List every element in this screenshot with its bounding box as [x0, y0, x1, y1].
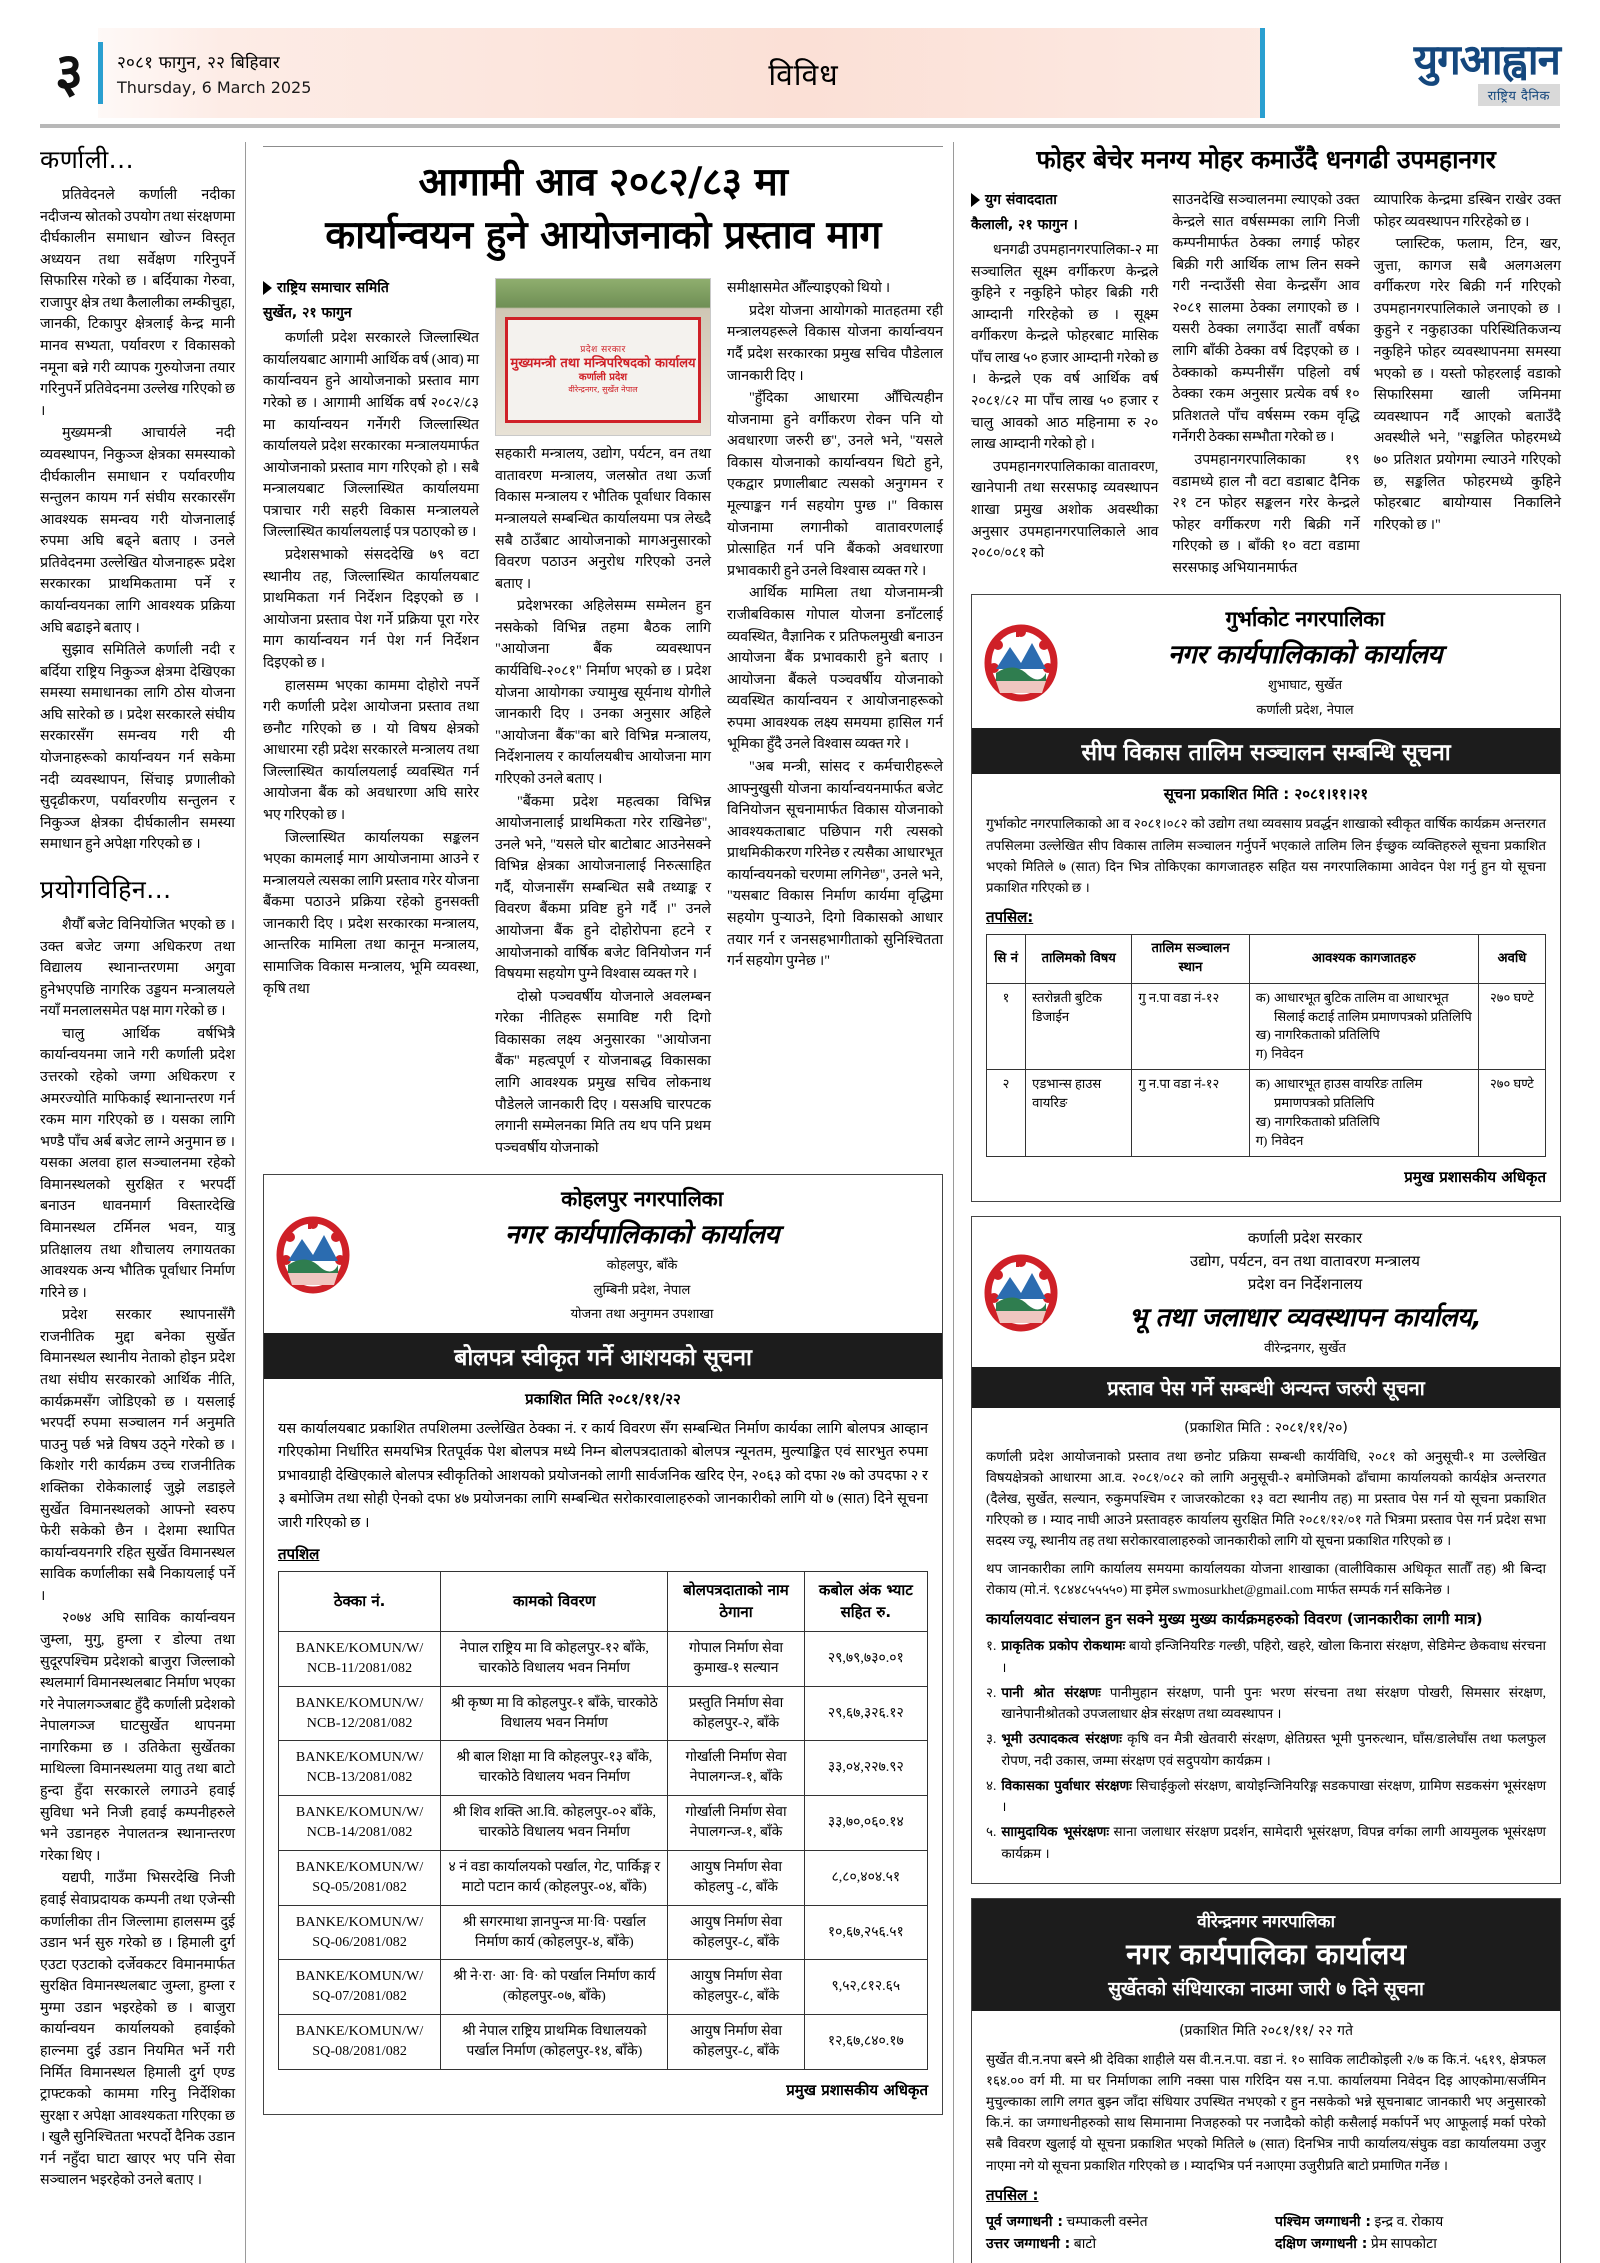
bhumi-notice-bar: प्रस्ताव पेस गर्ने सम्बन्धी अन्यन्त जरुरी सूचना — [972, 1367, 1560, 1408]
cell-bidder: आयुष निर्माण सेवा कोहलपुर-८, बाँके — [668, 1960, 804, 2015]
nepal-emblem-icon — [984, 1253, 1058, 1333]
kohalpur-signoff: प्रमुख प्रशासकीय अधिकृत — [786, 2080, 928, 2099]
th-subject: तालिमको विषय — [1026, 935, 1132, 984]
list-rest: सिचाईकुलो संरक्षण, बायोइन्जिनियरिङ्ग सडकपाखा संरक्षण, ग्रामिण सडकसंग भूसंरक्षण । — [1001, 1777, 1547, 1815]
article-photo — [495, 278, 711, 436]
right-article-body — [971, 190, 1561, 580]
list-number: १. — [986, 1637, 997, 1653]
bhumi-ministry: उद्योग, पर्यटन, वन तथा वातावरण मन्त्रालय — [1189, 1251, 1421, 1270]
kohalpur-title2: नगर कार्यपालिकाको कार्यालय — [504, 1220, 780, 1251]
kohalpur-addr1: कोहलपुर, बाँके — [606, 1258, 678, 1274]
bhumi-para1: कर्णाली प्रदेश आयोजनाको प्रस्ताव तथा छनोट प्रक्रिया सम्बन्धी कार्यविधि, २०८१ को अनुसूची-१ मा उल्लेखित विषयक्षेत्रको आधारमा आ.व. २०८१/०८२ को लागि अनुसूची-२ बमोजिमको ढाँचामा कार्यालयको कार्यक्षेत्र अन्तरगत (दैलेख, सुर्खेत, सल्यान, रुकुमपश्चिम र जाजरकोटका १३ वटा स्थानीय तह) मा प्रस्ताव पेस गर्न यो सूचना प्रकाशित गरिएको छ । म्याद नाघी आउने प्रस्तावहरु कार्यालय सुरक्षित मिति २०८१/१२/०१ गते भित्रमा प्रस्ताव पेस गर्न प्रदेश सभा सदस्य ज्यू, स्थानीय तह तथा सरोकारवालाहरुको जानकारीको लागि यो सूचना प्रकाशित गरिएको छ । — [986, 1448, 1546, 1549]
list-bold: साामुदायिक भूसंरक्षणः — [1001, 1825, 1110, 1841]
table-row — [279, 1741, 928, 1796]
signboard-line4: वीरेन्द्रनगर, सुर्खेत नेपाल — [568, 384, 638, 394]
doc-key: ग) — [1255, 1132, 1268, 1148]
th-work-desc: कामको विवरण — [441, 1572, 668, 1632]
newspaper-page — [0, 28, 1600, 2263]
masthead — [40, 28, 1560, 118]
cell-contract: BANKE/KOMUN/W/ NCB-13/2081/082 — [279, 1741, 441, 1796]
masthead-date — [117, 28, 347, 118]
left-block-prayogvihin — [40, 872, 235, 2192]
gurbhakot-addr2: कर्णाली प्रदेश, नेपाल — [1256, 702, 1354, 718]
main-headline-line1: आगामी आव २०८२/८३ मा — [418, 160, 788, 205]
kicker-karnali: कर्णाली... — [40, 145, 135, 174]
list-text — [1001, 1636, 1546, 1679]
doc-text: निवेदन — [1271, 1132, 1304, 1148]
main-headline — [263, 157, 943, 262]
cell-duration: २७० घण्टे — [1478, 983, 1545, 1069]
bhumi-notice-titles — [1062, 1227, 1548, 1359]
cell-amount: १०,६७,२५६.५१ — [804, 1905, 927, 1960]
signboard-line1: प्रदेश सरकार — [580, 344, 626, 355]
main-article-col3 — [727, 278, 943, 1160]
boundary-north-value: बाटो — [1073, 2236, 1097, 2252]
brand-name: युगआह्वान — [1413, 35, 1560, 85]
column-separator — [953, 142, 961, 2263]
cell-amount: ३३,७०,०६०.१४ — [804, 1796, 927, 1851]
paragraph: समीक्षासमेत औँल्याइएको थियो । — [727, 280, 891, 297]
kohalpur-addr2: लुम्बिनी प्रदेश, नेपाल — [593, 1282, 691, 1298]
gurbhakot-addr1: शुभाघाट, सुर्खेत — [1267, 678, 1343, 694]
cell-work: ४ नं वडा कार्यालयको पर्खाल, गेट, पार्किङ्ग र माटो पटान कार्य (कोहलपुर-०४, बाँके) — [441, 1850, 668, 1905]
birendranagar-tapasil-label: तपसिल : — [986, 2185, 1039, 2204]
headline-rule — [263, 146, 943, 147]
cell-contract: BANKE/KOMUN/W/ NCB-14/2081/082 — [279, 1796, 441, 1851]
doc-text: नागरिकताको प्रतिलिपि — [1274, 1027, 1380, 1043]
byline-place: सुर्खेत, २१ फागुन — [263, 305, 352, 322]
cell-contract: BANKE/KOMUN/W/ NCB-12/2081/082 — [279, 1686, 441, 1741]
cell-contract: BANKE/KOMUN/W/ NCB-11/2081/082 — [279, 1631, 441, 1686]
kohalpur-tapasil-label: तपशिल — [278, 1545, 320, 1564]
date-english: Thursday, 6 March 2025 — [117, 77, 312, 97]
list-number: ४. — [986, 1777, 997, 1793]
cell-contract: BANKE/KOMUN/W/ SQ-08/2081/082 — [279, 2015, 441, 2070]
date-nepali: २०८१ फागुन, २२ बिहिवार — [117, 52, 280, 73]
kohalpur-notice-header — [264, 1175, 942, 1333]
cell-bidder: आयुष निर्माण सेवा कोहलपुर-८, बाँके — [668, 1905, 804, 1960]
right-column — [961, 142, 1561, 2263]
th-duration: अवधि — [1478, 935, 1545, 984]
doc-key: क) — [1255, 989, 1271, 1005]
kohalpur-body-text: यस कार्यालयबाट प्रकाशित तपशिलमा उल्लेखित ठेक्का नं. र कार्य विवरण सँग सम्बन्धित निर्माण कार्यका लागि बोलपत्र आव्हान गरिएकोमा निर्धारित समयभित्र रितपूर्वक पेश बोलपत्र मध्ये निम्न बोलपत्रदाताको बोलपत्र न्यूनतम, मुल्याङ्कित एवं सारभुत रुपमा प्रभावग्राही देखिएकाले बोलपत्र स्वीकृतिको आशयको प्रयोजनको लागी सार्वजनिक खरिद ऐन, २०६३ को दफा २७ को उपदफा २ र ३ बमोजिम तथा सोही ऐनको दफा ४७ प्रयोजनका लागि सम्बन्धित सरोकारवालाहरुको जानकारीको लागि यो ७ (सात) दिने सूचना जारी गरिएको छ । — [278, 1420, 928, 1531]
right-article-headline: फोहर बेचेर मनग्य मोहर कमाउँदै धनगढी उपमहानगर — [1036, 145, 1496, 174]
paragraph: साउनदेखि सञ्चालनमा ल्याएको उक्त केन्द्रले सात वर्षसम्मका लागि निजी कम्पनीमार्फत ठेक्का लगाई फोहर बिक्री गरी आर्थिक लाभ लिन सक्ने गरी नन्दाउँसी सेवा केन्द्रसँग आव २०८१ सालमा ठेक्का लगाएको छ । यसरी ठेक्का लगाउँदा सातौँ वर्षका लागि बाँकी ठेक्का वर्ष दिइएको छ । ठेक्काको कम्पनीसँग पहिलो वर्ष ठेक्का रकम अनुसार प्रत्येक वर्ष १० प्रतिशतले पाँच वर्षसम्म रकम वृद्धि गर्नेगरी ठेक्का सम्भौता गरेको छ । — [1172, 192, 1360, 446]
list-text — [1001, 1683, 1546, 1726]
cell-bidder: गोर्खाली निर्माण सेवा नेपालगन्ज-१, बाँके — [668, 1741, 804, 1796]
kohalpur-notice-titles — [354, 1185, 930, 1325]
birendranagar-notice — [971, 1898, 1561, 2263]
boundary-south — [1275, 2234, 1546, 2253]
paragraph: प्रदेशसभाको संसददेखि ७९ वटा स्थानीय तह, जिल्लास्थित कार्यालयबाट प्राथमिकता गर्न निर्देशन दिइएको छ । आयोजना प्रस्ताव पेश गर्ने प्रक्रिया पूरा गरेर माग कार्यान्वयन गर्न पेश गर्न निर्देशन दिइएको छ । — [263, 547, 479, 671]
cell-amount: ९,५२,८१२.६५ — [804, 1960, 927, 2015]
cell-contract: BANKE/KOMUN/W/ SQ-05/2081/082 — [279, 1850, 441, 1905]
cell-amount: १२,६७,८४०.१७ — [804, 2015, 927, 2070]
table-row — [279, 2015, 928, 2070]
column-separator — [245, 142, 253, 2263]
gurbhakot-notice-titles — [1062, 605, 1548, 720]
paragraph: प्रदेश योजना आयोगको मातहतमा रही मन्त्रालयहरूले विकास योजना कार्यान्वयन गर्दै प्रदेश सरकारका प्रमुख सचिव पौडेलाल जानकारी दिए । — [727, 302, 943, 384]
page-number: ३ — [40, 28, 98, 118]
table-header-row — [987, 935, 1546, 984]
list-number: ५. — [986, 1824, 997, 1840]
page-grid — [40, 142, 1561, 2252]
section-title: विविध — [768, 57, 839, 93]
paragraph: चालु आर्थिक वर्षभित्रै कार्यान्वयनमा जाने गरी कर्णाली प्रदेश उत्तरको रहेको जग्गा अधिकरण र अमरज्योति माफिकाई स्थानान्तरण गर्न रकम माग गरिएको छ । यसका लागि भण्डै पाँच अर्ब बजेट लाग्ने अनुमान छ । यसका अलवा हाल सञ्चालनमा रहेको विमानस्थलको सुरक्षित र भरपर्दी बनाउन धावनमार्ग विस्तारदेखि विमानस्थल टर्मिनल भवन, यात्रु प्रतिक्षालय तथा शौचालय लगायतका आवश्यक अन्य भौतिक पूर्वाधार निर्माण गरिने छ । — [40, 1025, 235, 1301]
boundary-east-label: पूर्व जग्गाधनी : — [986, 2213, 1063, 2230]
cell-amount: ३३,०४,२२७.९२ — [804, 1741, 927, 1796]
list-bold: भूमी उत्पादकत्व संरक्षणः — [1001, 1732, 1122, 1748]
list-rest: बायो इन्जिनियरिङ गल्छी, पहिरो, खहरे, खोला किनारा संरक्षण, सेडिमेन्ट छेकवाध संरचना । — [1001, 1637, 1546, 1675]
right-article-col3 — [1374, 190, 1561, 580]
paragraph: व्यापारिक केन्द्रमा डस्बिन राखेर उक्त फोहर व्यवस्थापन गरिरहेको छ । — [1373, 192, 1561, 230]
birendranagar-title1: वीरेन्द्रनगर नगरपालिका — [1197, 1911, 1335, 1932]
doc-item — [1256, 1075, 1472, 1113]
list-rest: साना जलाधार संरक्षण प्रदर्शन, सामेदारी भूसंरक्षण, विपन्न वर्गका लागी आयमुलक भूसंरक्षण कार्यक्रम । — [1001, 1824, 1546, 1861]
paragraph: आर्थिक मामिला तथा योजनामन्त्री राजीबविकास गोपाल योजना डनाँटलाई व्यवस्थित, वैज्ञानिक र प्रतिफलमुखी बनाउन आयोजना बैंक प्रभावकारी हुने बताए । आयोजना बैंकले पञ्चवर्षीय योजनाको व्यवस्थित कार्यान्वयन र आयोजनाहरूको रुपमा आवश्यक लक्ष्य समयमा हासिल गर्न भूमिका हुँदै उनले विश्वास व्यक्त गरे । — [727, 585, 943, 753]
paragraph: हालसम्म भएका काममा दोहोरो नपर्ने गरी कर्णाली प्रदेश आयोजना प्रस्ताव तथा छनौट गरिएको छ । यो विषय क्षेत्रको आधारमा रही प्रदेश सरकारले मन्त्रालय तथा जिल्लास्थित कार्यालयलाई व्यवस्थित गर्न आयोजना बैंक को अवधारणा अघि सारेर भए गरिएको छ । — [263, 677, 479, 823]
cell-work: श्री सगरमाथा ज्ञानपुन्ज मा·वि· पर्खाल निर्माण कार्य (कोहलपुर-४, बाँके) — [441, 1905, 668, 1960]
birendranagar-body-text: सुर्खेत वी.न.नपा बस्ने श्री देविका शाहीले यस वी.न.न.पा. वडा नं. १० साविक लाटीकोइली २/७ क कि.नं. ५६१९, क्षेत्रफल १६४.०० वर्ग मी. मा घर निर्माणका लागि नक्सा पास गरिदिन यस न.पा. कार्यालयमा निवेदन दिइ आएकोमा/सर्जमिन मुचुल्काका लागि लगत बुझ्न जाँदा संधियार उपस्थित नभएकाे र हुन नसकेकाे भन्ने सूचनाबाट जानकारी भए अनुसारको कि.नं. का जग्गाधनीहरुको साथ सिमानामा निजहरुको पर नजादैको कोही कसैलाई मर्कापर्ने भए आफूलाई मर्का परेको सबै विवरण खुलाई यो सूचना प्रकाशित भएको मितिले ७ (सात) दिनभित्र नापी कार्यालय/संघुक वडा कार्यालयमा उजुर नाएमा नगे यो सूचना प्रकाशित गरिएको छ । म्यादभित्र पर्न नआएमा उजुरीप्रति बाटो प्रमाणित गर्नेछ । — [986, 2051, 1546, 2173]
kicker-prayogvihin: प्रयोगविहिन... — [40, 874, 172, 904]
cell-contract: BANKE/KOMUN/W/ SQ-07/2081/082 — [279, 1960, 441, 2015]
th-docs: आवश्यक कागजातहरु — [1249, 935, 1478, 984]
table-row — [279, 1960, 928, 2015]
doc-key: ग) — [1255, 1046, 1268, 1062]
doc-item — [1256, 1113, 1472, 1132]
cell-work: श्री नेपाल राष्ट्रिय प्राथमिक विधालयको पर्खाल निर्माण (कोहलपुर-१४, बाँके) — [441, 2015, 668, 2070]
paragraph: सुझाव समितिले कर्णाली नदी र बर्दिया राष्ट्रिय निकुञ्ज क्षेत्रमा देखिएका समस्या समाधानका लागि ठोस योजना अघि सारेको छ । प्रदेश सरकारले संघीय सरकारसँग समन्वय गरी यी योजनाहरूको कार्यान्वयन गर्न सकेमा नदी व्यवस्थापन, सिंचाइ प्रणालीको सुदृढीकरण, पर्यावरणीय सन्तुलन र निकुञ्ज क्षेत्रका दीर्घकालीन समस्या समाधान हुने अपेक्षा गरिएको छ । — [40, 642, 235, 853]
right-article-col1 — [971, 190, 1158, 580]
cell-work: नेपाल राष्ट्रिय मा वि कोहलपुर-१२ बाँके, चारकोठे विधालय भवन निर्माण — [441, 1631, 668, 1686]
paragraph: धनगढी उपमहानगरपालिका-२ मा सञ्चालित सूक्ष्म वर्गीकरण केन्द्रले कुहिने र नकुहिने फोहर बिक्री गरी आम्दानी गरिरहेको छ । सूक्ष्म वर्गीकरण केन्द्रले फोहरबाट मासिक पाँच लाख ५० हजार आम्दानी गरेको छ । केन्द्रले एक वर्ष आर्थिक वर्ष २०८१/८२ मा पाँच लाख ५० हजार र चालु आवको आठ महिनामा रु २० लाख आम्दानी गरेको हो । — [971, 242, 1159, 453]
list-bold: प्राकृतिक प्रकोप रोकथामः — [1001, 1638, 1126, 1654]
table-row — [987, 983, 1546, 1069]
cell-place: गु न.पा वडा नं-१२ — [1132, 1070, 1249, 1156]
boundary-south-label: दक्षिण जग्गाधनी : — [1275, 2235, 1368, 2252]
paragraph: यद्यपी, गाउँमा भिसरदेखि निजी हवाई सेवाप्रदायक कम्पनी तथा एजेन्सी कर्णालीका तीन जिल्लामा हालसम्म दुई उडान भर्न सुरु गरेको छ । हिमाली दुर्ग एउटा एउटाको दर्जेवकटर विमानमार्फत सुरक्षित विमानस्थलबाट जुम्ला, हुम्ला र मुग्मा उडान भइरहेको छ । बाजुरा कार्यान्वयन कार्यालयको हवाईको हाल्नमा दुई उडान नियमित भर्ने गरी निर्मित विमानस्थल हिमाली दुर्ग एण्ड ट्राफ्टकको काममा गरिनु निर्देशिका सुरक्षा र अपेक्षा आवश्यकता गरिएका छ । खुलै सुनिश्चितता भरपर्दो दैनिक उडान गर्न नहुँदा घाटा खाएर भए पनि सेवा सञ्चालन भइरहेको उनले बताए । — [40, 1870, 235, 2189]
doc-item — [1256, 1026, 1472, 1045]
paragraph: "अब मन्त्री, सांसद र कर्मचारीहरूले आफ्नुखुसी योजना कार्यान्वयनमार्फत बजेट विनियोजन सूचनामार्फत विकास योजनाको आवश्यकताबाट पछिपान गरी त्यसको प्राथमिकीकरण गरिनेछ र त्यसैका आधारभूत कार्यान्वयनको चरणमा लगिनेछ", उनले भने, "यसबाट विकास निर्माण कार्यमा वृद्धिमा सहयोग पुऱ्याउने, दिगो विकासको आधार तयार गर्न र जनसहभागीताको सुनिश्चितता गर्न सहयोग पुग्नेछ ।" — [727, 759, 943, 970]
gurbhakot-notice-bar: सीप विकास तालिम सञ्चालन सम्बन्धि सूचना — [972, 728, 1560, 774]
nepal-emblem-icon — [984, 623, 1058, 703]
birendranagar-pubdate: (प्रकाशित मिति २०८१/११/ २२ गते — [1179, 2022, 1353, 2039]
gurbhakot-title1: गुर्भाकोट नगरपालिका — [1225, 607, 1385, 632]
paragraph: "बैंकमा प्रदेश महत्वका विभिन्न आयोजनालाई प्राथमिकता गरेर राखिनेछ", उनले भने, "यसले घोर बाटोबाट आउनेसक्ने विभिन्न क्षेत्रका आयोजनालाई निरुत्साहित गर्दै, योजनासँग सम्बन्धित सबै तथ्याङ्क र विवरण बैंकमा प्रविष्ट हुने गर्दै ।" उनले आयोजना बैंक हुने दोहोरोपना हटने र आयोजनाको वार्षिक बजेट विनियोजन गर्न विषयमा सहयोग पुग्ने विश्वास व्यक्त गरे । — [495, 793, 711, 983]
list-text — [1001, 1822, 1546, 1865]
bhumi-gov: कर्णाली प्रदेश सरकार — [1247, 1228, 1363, 1247]
paragraph: शैयौँ बजेट विनियोजित भएको छ । उक्त बजेट जग्गा अधिकरण तथा विद्यालय स्थानान्तरणमा अगुवा हुनेभएपछि नागरिक उड्डयन मन्त्रालयले नयाँ मनलालसमेत पक्ष माग गरेको छ । — [40, 916, 235, 1020]
doc-item — [1256, 1045, 1472, 1064]
right-byline-agency-row — [971, 190, 1158, 209]
list-rest: पानीमुहान संरक्षण, पानी पुनः भरण संरचना तथा संरक्षण पोखरी, सिमसार संरक्षण, खानेपानीश्रोतको उपजलाधार क्षेत्र संरक्षण तथा व्यवस्थापन । — [1001, 1684, 1546, 1722]
bhumi-jaladhar-notice — [971, 1216, 1561, 1884]
doc-item — [1256, 989, 1472, 1027]
bhumi-para2: थप जानकारीका लागि कार्यालय समयमा कार्यालयका योजना शाखाका (वालीविकास अधिकृत सातौँ तह) श्री बिन्दा रोकाय (मो.नं. ९८४४८५५५५०) मा इमेल swmosurkhet@gmail.com मार्फत सम्पर्क गर्न सकिनेछ । — [986, 1560, 1546, 1597]
list-bold: पानी श्रोत संरक्षणः — [1001, 1685, 1101, 1701]
cell-bidder: आयुष निर्माण सेवा कोहलपुर-८, बाँके — [668, 2015, 804, 2070]
kohalpur-notice-body — [264, 1379, 942, 2114]
kohalpur-addr3: योजना तथा अनुगमन उपशाखा — [570, 1307, 714, 1323]
doc-text: नागरिकताको प्रतिलिपि — [1274, 1113, 1380, 1129]
birendranagar-title2: नगर कार्यपालिका कार्यालय — [1126, 1936, 1406, 1971]
kohalpur-notice — [263, 1174, 943, 2115]
byline-place-row — [263, 303, 479, 322]
paragraph: दोस्रो पञ्चवर्षीय योजनाले अवलम्बन गरेका नीतिहरू समाविष्ट गरी दिगो विकासका लक्ष्य अनुसारका "आयोजना बैंक" महत्वपूर्ण र योजनाबद्ध विकासका लागि आवश्यक प्रमुख सचिव लोकनाथ पौडेलले जानकारी दिए । यसअघि चारपटक लगानी सम्मेलनका मिति तय थप पनि प्रथम पञ्चवर्षीय योजनाको — [495, 988, 711, 1156]
doc-text: आधारभूत बुटिक तालिम वा आधारभूत सिलाई कटाई तालिम प्रमाणपत्रको प्रतिलिपि — [1274, 989, 1472, 1024]
cell-bidder: गोर्खाली निर्माण सेवा नेपालगन्ज-१, बाँके — [668, 1796, 804, 1851]
bhumi-pubdate: (प्रकाशित मिति : २०८१/११/२०) — [1184, 1419, 1348, 1436]
left-block-karnali — [40, 142, 235, 856]
list-number: २. — [986, 1684, 997, 1700]
paragraph: प्लास्टिक, फलाम, टिन, खर, जुत्ता, कागज सबै अलगअलग वर्गीकरण गरेर बिक्री गर्न गरिएको उपमहानगरपालिकाले जनाएको छ । कुहुने र नकुहाउका परिस्थितिकजन्य नकुहिने फोहर व्यवस्थापनमा समस्या भएको छ । यस्तो फोहरलाई वडाको सिफारिसमा खाली जमिनमा व्यवस्थापन गर्दै आएको बताउँदै अवस्थीले भने, "सङ्कलित फोहरमध्ये ७० प्रतिशत प्रयोगमा ल्याउने गरिएको छ, सङ्कलित फोहरमध्ये कुहिने फोहरबाट बायोग्यास निकालिने गरिएको छ ।" — [1373, 236, 1561, 533]
table-row — [279, 1796, 928, 1851]
list-bold: विकासका पुर्वाधार संरक्षणः — [1001, 1778, 1132, 1794]
cell-work: श्री शिव शक्ति आ.वि. कोहलपुर-०२ बाँके, चारकोठे विधालय भवन निर्माण — [441, 1796, 668, 1851]
cell-subject: एडभान्स हाउस वायरिङ — [1026, 1070, 1132, 1156]
triangle-bullet-icon — [263, 281, 272, 295]
signboard-line2: मुख्यमन्त्री तथा मन्त्रिपरिषदको कार्यालय — [510, 356, 696, 372]
bhumi-directorate: प्रदेश वन निर्देशनालय — [1247, 1275, 1363, 1294]
bhumi-addr: वीरेन्द्रनगर, सुर्खेत — [1264, 1341, 1346, 1357]
doc-text: आधारभूत हाउस वायरिङ तालिम प्रमाणपत्रको प्रतिलिपि — [1274, 1076, 1423, 1110]
doc-key: ख) — [1255, 1113, 1271, 1129]
kohalpur-pubdate: प्रकाशित मिति २०८१/११/२२ — [525, 1389, 681, 1408]
gurbhakot-table-body — [987, 983, 1546, 1156]
gurbhakot-notice — [971, 594, 1561, 1201]
boundary-north — [986, 2234, 1257, 2253]
cell-bidder: गोपाल निर्माण सेवा कुमाख-१ सल्यान — [668, 1631, 804, 1686]
list-item — [986, 1822, 1546, 1865]
doc-text: निवेदन — [1271, 1046, 1304, 1062]
masthead-divider-rule — [98, 42, 103, 104]
cell-work: श्री कृष्ण मा वि कोहलपुर-१ बाँके, चारकोठे विधालय भवन निर्माण — [441, 1686, 668, 1741]
cell-place: गु न.पा वडा नं-१२ — [1132, 983, 1249, 1069]
bhumi-notice-header — [972, 1217, 1560, 1367]
cell-work: श्री बाल शिक्षा मा वि कोहलपुर-१३ बाँके, चारकोठे विधालय भवन निर्माण — [441, 1741, 668, 1796]
th-place: तालिम सञ्चालन स्थान — [1132, 935, 1249, 984]
gurbhakot-tapasil-label: तपसिल: — [986, 908, 1034, 927]
main-article-body — [263, 278, 943, 1160]
main-headline-line2: कार्यान्वयन हुने आयोजनाको प्रस्ताव माग — [325, 212, 881, 258]
boundary-east-value: चम्पाकली वस्नेत — [1066, 2214, 1148, 2230]
right-byline-agency: युग संवाददाता — [985, 192, 1057, 208]
bhumi-notice-body — [972, 1408, 1560, 1883]
table-row — [279, 1850, 928, 1905]
table-row — [987, 1070, 1546, 1156]
list-text — [1001, 1729, 1546, 1772]
paragraph: प्रतिवेदनले कर्णाली नदीका नदीजन्य स्रोतको उपयोग तथा संरक्षणमा दीर्घकालीन समाधान खोज्न विस्तृत अध्ययन तथा सर्वेक्षण गरिनुपर्ने सिफारिस गरेको छ । बर्दियाका गेरुवा, राजापुर क्षेत्र तथा कैलालीका लम्कीचुहा, जानकी, टिकापुर क्षेत्रलाई केन्द्र मानी मानव सभ्यता, पर्यावरण र विकासको नमूना बन्ने गरी व्यापक गुरुयोजना तयार गरिनुपर्ने प्रतिवेदनमा उल्लेख गरिएको छ । — [40, 187, 235, 419]
list-item — [986, 1683, 1546, 1726]
paragraph: प्रदेश सरकार स्थापनासँगै राजनीतिक मुद्दा बनेका सुर्खेत विमानस्थल स्थानीय नेताको होइन प्रदेश तथा संघीय सरकारको आर्थिक नीति, कार्यक्रमसँग जोडिएको छ । यसलाई भरपर्दी रुपमा सञ्चालन गर्न अनुमति पाउनु पर्छ भन्ने विषय उठ्ने गरेको छ । किशोर गरी कार्यक्रम उच्च राजनीतिक शक्तिका रोकेकालाई जुझे लडाइले सुर्खेत विमानस्थलको आफ्नो स्वरुप फेरी सकेको छैन । देशमा स्थापित कार्यान्वयनगरि रहित सुर्खेत विमानस्थल साविक कर्णालीका सबै निकायलाई पर्ने । — [40, 1307, 235, 1604]
boundary-north-label: उत्तर जग्गाधनी : — [986, 2235, 1071, 2252]
cell-work: श्री ने·रा· आ· वि· को पर्खाल निर्माण कार्य (कोहलपुर-०७, बाँके) — [441, 1960, 668, 2015]
boundary-east — [986, 2212, 1257, 2231]
kohalpur-notice-bar: बोलपत्र स्वीकृत गर्ने आशयको सूचना — [264, 1333, 942, 1379]
left-column — [40, 142, 245, 2263]
list-rest: कृषि वन मैत्री खेतवारी संरक्षण, क्षेतिग्रस्त भूमी पुनरुत्थान, घाँस/डालेघाँस तथा फलफुल रोपण, नदी उकास, जम्मा संरक्षण एवं सदुपयोग कार्यक्रम । — [1001, 1731, 1546, 1768]
main-article-col2 — [495, 278, 711, 1160]
bhumi-list-title: कार्यालयवाट संचालन हुन सक्ने मुख्य मुख्य कार्यक्रमहरुको विवरण (जानकारीका लागी मात्र) — [986, 1609, 1483, 1628]
th-contract-no: ठेक्का नं. — [279, 1572, 441, 1632]
list-item — [986, 1636, 1546, 1679]
kohalpur-bid-table — [278, 1571, 928, 2070]
cell-bidder: आयुष निर्माण सेवा कोहलपु -८, बाँके — [668, 1850, 804, 1905]
gurbhakot-title2: नगर कार्यपालिकाको कार्यालय — [1167, 640, 1443, 671]
paragraph: उपमहानगरपालिकाका १९ वडामध्ये हाल नौ वटा वडाबाट दैनिक २१ टन फोहर सङ्कलन गरेर केन्द्रले फोहर वर्गीकरण गरी बिक्री गर्ने गरिएको छ । बाँकी १० वटा वडामा सरसफाइ अभियानमार्फत — [1172, 451, 1360, 576]
table-header-row — [279, 1572, 928, 1632]
byline-agency: राष्ट्रिय समाचार समिति — [277, 280, 389, 297]
brand-tagline: राष्ट्रिय दैनिक — [1478, 84, 1560, 106]
paragraph: सहकारी मन्त्रालय, उद्योग, पर्यटन, वन तथा वातावरण मन्त्रालय, जलस्रोत तथा ऊर्जा विकास मन्त्रालय र भौतिक पूर्वाधार विकास मन्त्रालयले सम्बन्धित कार्यालयमा पत्र लेख्दै सबै ठाउँबाट आयोजनाको मागअनुसारको विवरण पठाउन अनुरोध गरिएको उनले बताए । — [495, 446, 711, 592]
bhumi-program-list — [986, 1636, 1546, 1865]
birendranagar-notice-body — [972, 2011, 1560, 2263]
right-article-col2 — [1172, 190, 1359, 580]
table-row — [279, 1686, 928, 1741]
birendranagar-title3: सुर्खेतको संधियारका नाउमा जारी ७ दिने सूचना — [1108, 1977, 1424, 2000]
triangle-bullet-icon — [971, 193, 980, 207]
gurbhakot-notice-header — [972, 595, 1560, 728]
doc-key: ख) — [1255, 1027, 1271, 1043]
paragraph: २०७४ अघि साविक कार्यान्वयन जुम्ला, मुगु, हुम्ला र डोल्पा तथा सुदूरपश्चिम प्रदेशको बाजुरा जिल्लाको स्थलमार्ग विमानस्थलबाट निर्माण भएका गरे नेपालगञ्जबाट हुँदै कर्णाली प्रदेशको नेपालगञ्ज घाटसुर्खेत थापनमा नागरिकमा छ । उतिकेता सुर्खेतका माथिल्ला विमानस्थलमा यातु तथा बाटो हुन्दा हुँदा सरकारले लगाउने हवाई सुविधा भने निजी हवाई कम्पनीहरुले भने उडानहरु नेपालतन्त्र स्थानान्तरण गरेका थिए । — [40, 1610, 235, 1864]
paragraph: उपमहानगरपालिकाका वातावरण, खानेपानी तथा सरसफाइ व्यवस्थापन शाखा प्रमुख अशोक अवस्थीका अनुसार उपमहानगरपालिकाले आव २०८०/०८१ को — [971, 458, 1159, 562]
center-column — [253, 142, 953, 2263]
boundary-west — [1275, 2212, 1546, 2231]
table-row — [279, 1631, 928, 1686]
th-sn: सि नं — [987, 935, 1026, 984]
paragraph: जिल्लास्थित कार्यालयका सङ्कलन भएका कामलाई माग आयोजनामा आउने र मन्त्रालयले त्यसका लागि प्रस्ताव गरेर योजना बैंकमा पठाउने प्रक्रिया रहेको हुनसक्ती जानकारी दिए । प्रदेश सरकारका मन्त्रालय, आन्तरिक मामिला तथा कानून मन्त्रालय, सामाजिक विकास मन्त्रालय, भूमि व्यवस्था, कृषि तथा — [263, 829, 479, 997]
cell-contract: BANKE/KOMUN/W/ SQ-06/2081/082 — [279, 1905, 441, 1960]
gurbhakot-notice-body — [972, 774, 1560, 1200]
cell-bidder: प्रस्तुति निर्माण सेवा कोहलपुर-२, बाँके — [668, 1686, 804, 1741]
paragraph: कर्णाली प्रदेश सरकारले जिल्लास्थित कार्यालयबाट आगामी आर्थिक वर्ष (आव) मा कार्यान्वयन हुने आयोजनाको प्रस्ताव माग गरेको छ । आगामी आर्थिक वर्ष २०८२/८३ मा कार्यान्वयन गर्नेगरी जिल्लास्थित कार्यालयले प्रदेश सरकारका मन्त्रालयमार्फत आयोजनाको प्रस्ताव माग गरिएको हो । सबै मन्त्रालयबाट जिल्लास्थित कार्यालयमा पत्राचार गरी सहरी विकास मन्त्रालयले जिल्लास्थित कार्यालयलाई पत्र पठाएको छ । — [263, 330, 479, 541]
birendranagar-boundaries — [986, 2212, 1546, 2253]
gurbhakot-signoff: प्रमुख प्रशासकीय अधिकृत — [1404, 1167, 1546, 1186]
paragraph: मुख्यमन्त्री आचार्यले नदी व्यवस्थापन, निकुञ्ज क्षेत्रका समस्याको दीर्घकालीन समाधान र पर्यावरणीय सन्तुलन कायम गर्न संघीय सरकारसँग आवश्यक समन्वय गरी योजनालाई रुपमा अघि बढ्ने बताए । उनले प्रतिवेदनमा उल्लेखित योजनाहरू प्रदेश सरकारका प्राथमिकतामा पर्ने र कार्यान्वयनका लागि आवश्यक प्रक्रिया अघि बढाइने बताए । — [40, 425, 235, 636]
doc-item — [1256, 1132, 1472, 1151]
doc-key: क) — [1255, 1076, 1271, 1092]
masthead-underline — [40, 124, 1560, 128]
th-bidder: बोलपत्रदाताको नाम ठेगाना — [668, 1572, 804, 1632]
paragraph: "हुँदिका आधारमा औँचित्यहीन योजनामा हुने वर्गीकरण रोक्न पनि यो अवधारणा जरुरी छ", उनले भने, "यसले विकास योजनाको कार्यान्वयन धिटो हुने, एकद्वार प्रणालीबाट त्यसको अनुगमन र मूल्याङ्कन गर्न सहयोग पुग्छ ।" विकास योजनामा लगानीको वातावरणलाई प्रोत्साहित गर्न पनि बैंकको अवधारणा प्रभावकारी हुने उनले विश्वास व्यक्त गरे । — [727, 390, 943, 579]
cell-sn: १ — [987, 983, 1026, 1069]
cell-docs — [1249, 983, 1478, 1069]
gurbhakot-training-table — [986, 934, 1546, 1156]
bhumi-office: भू तथा जलाधार व्यवस्थापन कार्यालय, — [1128, 1303, 1482, 1334]
list-text — [1001, 1776, 1546, 1819]
gurbhakot-pubdate: सूचना प्रकाशित मिति : २०८१।११।२१ — [1163, 785, 1369, 804]
cell-amount: २९,७९,७३०.०१ — [804, 1631, 927, 1686]
boundary-west-label: पश्चिम जग्गाधनी : — [1275, 2213, 1371, 2230]
boundary-south-value: प्रेम सापकोटा — [1370, 2236, 1437, 2252]
byline-agency-row — [263, 278, 479, 297]
list-item — [986, 1776, 1546, 1819]
birendranagar-notice-bar — [972, 1899, 1560, 2011]
kohalpur-title1: कोहलपुर नगरपालिका — [561, 1187, 723, 1212]
newspaper-logo — [1260, 28, 1560, 118]
main-article-col1 — [263, 278, 479, 1160]
cell-amount: २९,६७,३२६.१२ — [804, 1686, 927, 1741]
right-byline-place: कैलाली, २१ फागुन । — [971, 217, 1078, 233]
right-byline-place-row — [971, 215, 1158, 234]
th-amount: कबोल अंक भ्याट सहित रु. — [804, 1572, 927, 1632]
kohalpur-table-body — [279, 1631, 928, 2069]
cell-docs — [1249, 1070, 1478, 1156]
cell-subject: स्तरोन्नती बुटिक डिजाईन — [1026, 983, 1132, 1069]
gurbhakot-intro: गुर्भाकोट नगरपालिकाको आ व २०८१।०८२ को उद्योग तथा व्यवसाय प्रवर्द्धन शाखाको स्वीकृत वार्षिक कार्यक्रम अन्तरगत तपसिलमा उल्लेखित सीप विकास तालिम सञ्चालन गर्नुपर्ने भएकाले तालिम लिन ईच्छुक व्यक्तिहरुले सूचना प्रकाशित भएको मितिले ७ (सात) दिन भित्र तोकिएका कागजातहरु सहित यस नगरपालिकामा आवेदन पेश गर्नु हुन यो सूचना प्रकाशित गरिएको छ । — [986, 816, 1546, 895]
signboard-line3: कर्णाली प्रदेश — [578, 372, 628, 384]
table-row — [279, 1905, 928, 1960]
list-number: ३. — [986, 1731, 997, 1747]
boundary-west-value: इन्द्र व. रोकाय — [1374, 2214, 1444, 2230]
cell-sn: २ — [987, 1070, 1026, 1156]
signboard — [505, 317, 702, 423]
cell-amount: ८,८०,४०४.५१ — [804, 1850, 927, 1905]
list-item — [986, 1729, 1546, 1772]
nepal-emblem-icon — [276, 1215, 350, 1295]
cell-duration: २७० घण्टे — [1478, 1070, 1545, 1156]
paragraph: प्रदेशभरका अहिलेसम्म सम्मेलन हुन नसकेको विभिन्न तहमा बैठक लागि "आयोजना बैंक व्यवस्थापन कार्यविधि-२०८१" निर्माण भएको छ । प्रदेश योजना आयोगका ज्यामुख सूर्यनाथ योगीले जानकारी दिए । उनका अनुसार अहिले "आयोजना बैंक"का बारे विभिन्न मन्त्रालय, निर्देशनालय र कार्यालयबीच आयोजना माग गरिएको उनले बताए । — [495, 598, 711, 787]
